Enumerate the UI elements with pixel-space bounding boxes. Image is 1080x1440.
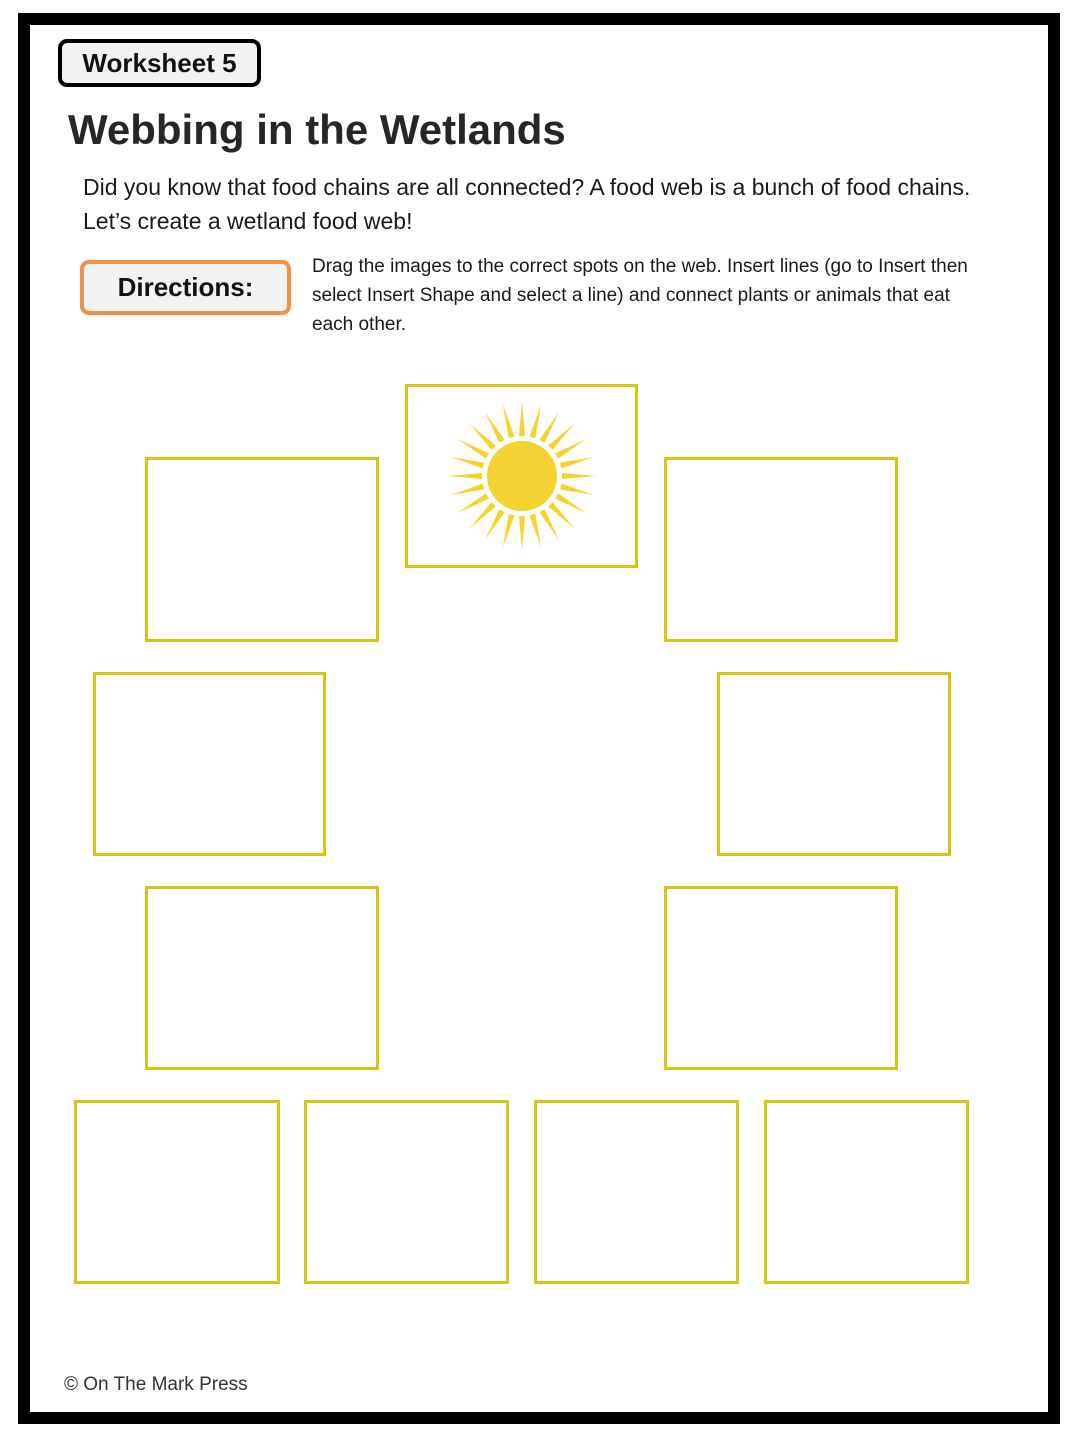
directions-text: Drag the images to the correct spots on the web. Insert lines (go to Insert then select Insert Shape and select a line) and connect plants or animals that eat each other. [312, 256, 968, 335]
food-web-slot[interactable] [145, 457, 379, 642]
intro-text: Did you know that food chains are all connected? A food web is a bunch of food chains. Let’s create a wetland food web! [83, 174, 971, 234]
food-web-slot[interactable] [93, 672, 326, 856]
copyright-footer: © On The Mark Press [64, 1374, 248, 1395]
food-web-slot-sun[interactable] [405, 384, 638, 568]
worksheet-badge: Worksheet 5 [58, 39, 261, 87]
food-web-slot[interactable] [534, 1100, 739, 1284]
food-web-slot[interactable] [717, 672, 951, 856]
food-web-slot[interactable] [764, 1100, 969, 1284]
food-web-slot[interactable] [74, 1100, 280, 1284]
food-web-slot[interactable] [664, 886, 898, 1070]
sun-icon[interactable] [447, 401, 597, 551]
food-web-slot[interactable] [664, 457, 898, 642]
food-web-slot[interactable] [145, 886, 379, 1070]
directions-label: Directions: [80, 260, 291, 315]
page-title: Webbing in the Wetlands [68, 106, 566, 153]
food-web-slot[interactable] [304, 1100, 509, 1284]
